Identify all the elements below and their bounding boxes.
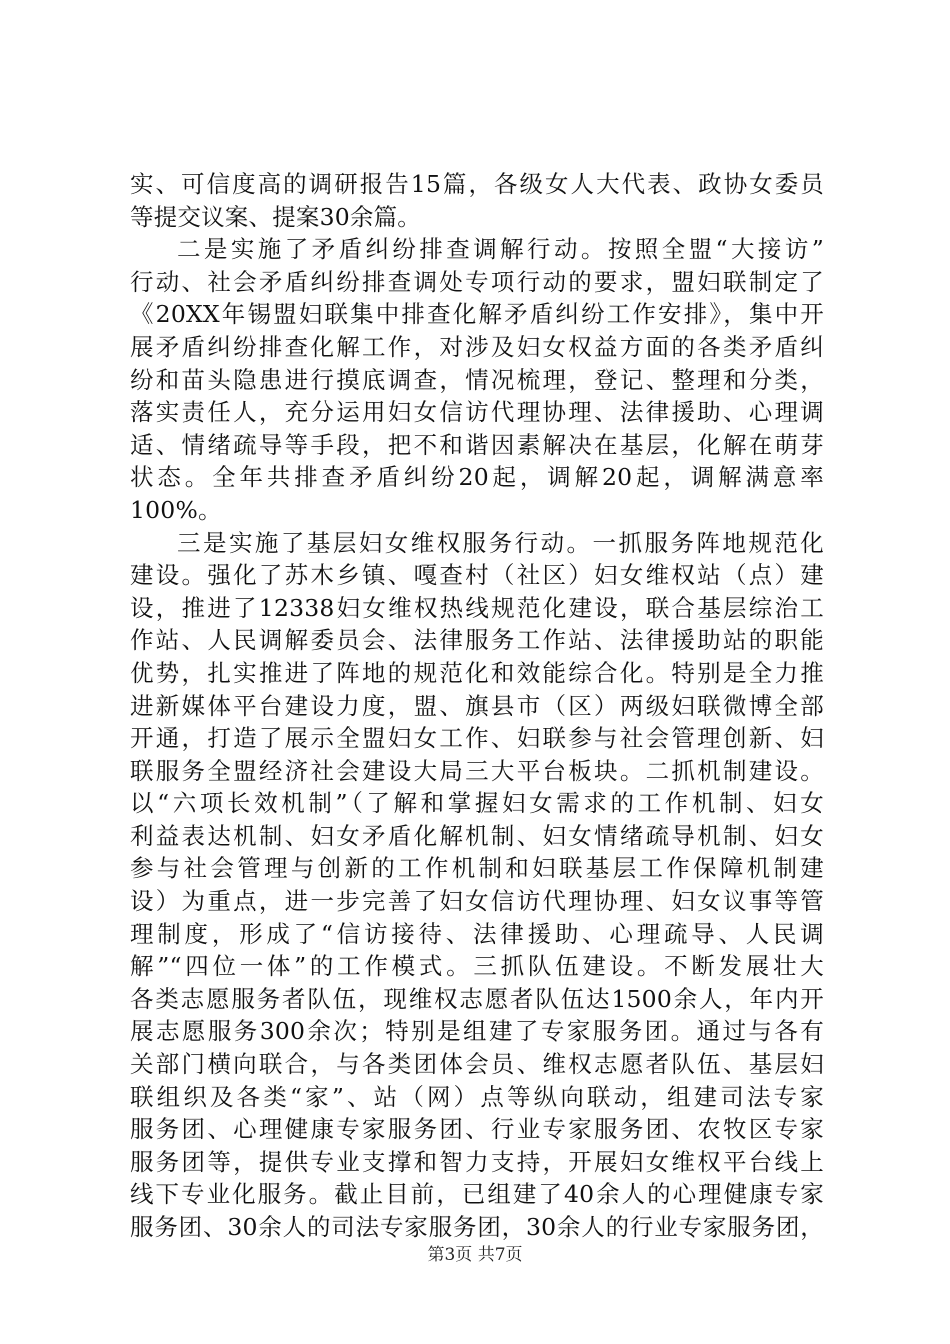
text-line: 开通，打造了展示全盟妇女工作、妇联参与社会管理创新、妇	[130, 724, 824, 753]
text-line: 线下专业化服务。截止目前，已组建了40余人的心理健康专家	[130, 1180, 824, 1209]
text-line: 展矛盾纠纷排查化解工作，对涉及妇女权益方面的各类矛盾纠	[130, 332, 824, 361]
text-line: 进新媒体平台建设力度，盟、旗县市（区）两级妇联微博全部	[130, 691, 824, 720]
text-line: 解”“四位一体”的工作模式。三抓队伍建设。不断发展壮大	[130, 952, 824, 981]
text-line: 实、可信度高的调研报告15篇，各级女人大代表、政协女委员	[130, 170, 824, 198]
text-line: 以“六项长效机制”（了解和掌握妇女需求的工作机制、妇女	[130, 789, 824, 818]
text-line: 100%。	[130, 495, 222, 524]
text-line: 状态。全年共排查矛盾纠纷20起，调解20起，调解满意率	[130, 463, 824, 492]
text-line: 设，推进了12338妇女维权热线规范化建设，联合基层综治工	[130, 593, 824, 622]
text-line: 行动、社会矛盾纠纷排查调处专项行动的要求，盟妇联制定了	[130, 267, 824, 296]
text-line: 参与社会管理与创新的工作机制和妇联基层工作保障机制建	[130, 854, 824, 883]
text-line: 联服务全盟经济社会建设大局三大平台板块。二抓机制建设。	[130, 756, 824, 785]
text-line: 关部门横向联合，与各类团体会员、维权志愿者队伍、基层妇	[130, 1050, 824, 1079]
text-line: 适、情绪疏导等手段，把不和谐因素解决在基层，化解在萌芽	[130, 430, 824, 459]
text-line: 纷和苗头隐患进行摸底调查，情况梳理，登记、整理和分类，	[130, 365, 824, 394]
text-line: 《20XX年锡盟妇联集中排查化解矛盾纠纷工作安排》，集中开	[130, 300, 824, 329]
text-line: 利益表达机制、妇女矛盾化解机制、妇女情绪疏导机制、妇女	[130, 821, 824, 850]
text-line: 落实责任人，充分运用妇女信访代理协理、法律援助、心理调	[130, 398, 824, 427]
text-line: 建设。强化了苏木乡镇、嘎查村（社区）妇女维权站（点）建	[130, 561, 824, 590]
text-line: 设）为重点，进一步完善了妇女信访代理协理、妇女议事等管	[130, 887, 824, 916]
text-line: 服务团、心理健康专家服务团、行业专家服务团、农牧区专家	[130, 1115, 824, 1144]
text-line: 各类志愿服务者队伍，现维权志愿者队伍达1500余人，年内开	[130, 984, 824, 1013]
page-number-label: 第3页 共7页	[427, 1245, 523, 1265]
text-line: 展志愿服务300余次；特别是组建了专家服务团。通过与各有	[130, 1017, 824, 1046]
page-footer	[0, 1245, 950, 1265]
text-line: 理制度，形成了“信访接待、法律援助、心理疏导、人民调	[130, 919, 824, 948]
text-line: 三是实施了基层妇女维权服务行动。一抓服务阵地规范化	[177, 528, 824, 557]
text-line: 等提交议案、提案30余篇。	[130, 202, 422, 231]
text-line: 服务团等，提供专业支撑和智力支持，开展妇女维权平台线上	[130, 1147, 824, 1176]
body-text	[130, 168, 824, 1244]
text-line: 联组织及各类“家”、站（网）点等纵向联动，组建司法专家	[130, 1082, 824, 1111]
text-line: 二是实施了矛盾纠纷排查调解行动。按照全盟“大接访”	[177, 235, 824, 264]
text-line: 服务团、30余人的司法专家服务团，30余人的行业专家服务团，	[130, 1213, 824, 1241]
text-line: 优势，扎实推进了阵地的规范化和效能综合化。特别是全力推	[130, 658, 824, 687]
text-line: 作站、人民调解委员会、法律服务工作站、法律援助站的职能	[130, 626, 824, 655]
